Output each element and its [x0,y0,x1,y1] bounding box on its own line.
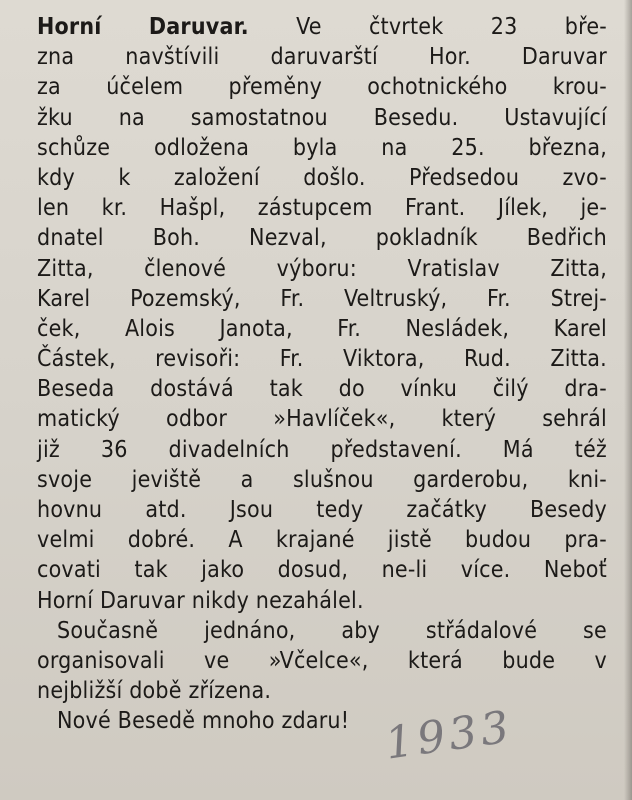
handwritten-year: 1933 [382,701,516,770]
word: Ustavující [504,104,607,131]
word: členové [144,255,227,282]
word: daruvarští [270,44,378,71]
word: »Včelce«, [268,647,369,674]
article-line [37,133,607,163]
word: Hor. [428,44,471,71]
word: Vratislav [407,255,500,282]
article-line [37,465,607,495]
article-line [37,314,607,344]
word: len [37,195,70,222]
word: slušnou [292,466,374,493]
word: 23 [490,14,518,40]
word: hovnu [37,497,103,523]
word: jednáno, [204,617,296,644]
word: Besedy [529,497,607,523]
word: byla [292,134,338,161]
word: Veltruský, [343,285,448,312]
word: založení [173,164,260,191]
word: covati [37,557,102,584]
word: Jílek, [497,195,548,222]
line-text: Nové Besedě mnoho zdaru! [57,708,350,735]
word: samostatnou [190,104,328,131]
word: kr. [101,195,128,222]
word: tak [269,376,303,403]
clipping-edge-shadow [624,0,632,800]
word: kdy [37,164,75,191]
word: 36 [100,436,128,463]
word: zna [37,44,75,71]
word: velmi [37,527,95,554]
word: zástupcem [257,195,373,222]
word: Beseda [37,376,115,403]
word: který [441,406,497,433]
article-line [37,525,607,555]
article-line [37,72,607,102]
word: Hašpl, [159,195,226,222]
word: Karel [37,285,91,312]
word: je- [580,195,607,222]
word: Fr. [487,285,511,312]
word: Strej- [550,285,607,312]
word: Zitta. [550,346,607,373]
word: Nesládek, [405,315,510,342]
word: v [594,647,607,674]
word: začátky [406,497,487,523]
word: účelem [106,74,184,101]
line-text: Horní Daruvar nikdy nezahálel. [37,587,364,614]
word: dostává [150,376,234,403]
word: dosud, [277,557,349,584]
word: organisovali [37,647,165,674]
word: Zitta, [550,255,607,282]
article-line [37,163,607,193]
word: Předsedou [408,164,520,191]
word: »Havlíček«, [273,406,396,433]
word: Částek, [37,346,116,373]
word: dra- [564,376,607,403]
word: ve [204,647,230,674]
word: A [228,527,243,554]
word: kni- [567,466,607,493]
word: Rud. [463,346,511,373]
article-line [37,435,607,465]
word: svoje [37,466,93,493]
article-line [37,284,607,314]
word: Má [502,436,534,463]
word: Fr. [280,285,305,312]
word: Zitta, [37,255,94,282]
word: Bedřich [526,225,607,252]
word: žku [37,104,73,131]
word: přeměny [228,74,323,101]
word: představení. [330,436,462,463]
word: schůze [37,134,111,161]
article-line [37,374,607,404]
word: jistě [387,527,432,554]
word: Daruvar. [148,14,249,40]
word: pra- [564,527,607,554]
word: vínku [400,376,458,403]
article-line [37,193,607,223]
word: Daruvar [521,44,607,71]
word: do [338,376,365,403]
word: revisoři: [155,346,241,373]
word: Horní [37,14,102,40]
word: krajané [275,527,355,554]
word: jeviště [131,466,202,493]
word: tedy [316,497,364,523]
word: matický [37,406,120,433]
word: Neboť [543,557,607,584]
word: více. [460,557,511,584]
article-line [37,404,607,434]
article-line [37,646,607,676]
line-text: nejbližší době zřízena. [37,678,272,705]
word: Besedu. [373,104,459,131]
article-line [37,223,607,253]
article-line [37,586,607,616]
word: Současně [57,617,159,644]
word: ochotnického [367,74,508,101]
word: k [118,164,131,191]
word: garderobu, [413,466,529,493]
word: čtvrtek [368,14,444,40]
word: ne-li [381,557,428,584]
word: a [240,466,254,493]
word: krou- [552,74,607,101]
word: Fr. [279,346,304,373]
article-line [37,103,607,133]
word: Alois [124,315,176,342]
word: Frant. [405,195,466,222]
word: odbor [166,406,228,433]
article-line [37,344,607,374]
article-line [37,495,607,525]
word: Karel [553,315,607,342]
word: střádalové [425,617,538,644]
word: zvo- [562,164,607,191]
word: Janota, [219,315,293,342]
word: Boh. [152,225,201,252]
word: Pozemský, [130,285,241,312]
word: tak [134,557,168,584]
article-line [37,42,607,72]
word: výboru: [276,255,357,282]
word: bude [502,647,556,674]
word: na [381,134,408,161]
word: atd. [145,497,187,523]
word: Nezval, [249,225,327,252]
word: jako [201,557,245,584]
word: Fr. [337,315,362,342]
word: sehrál [542,406,607,433]
word: ček, [37,315,81,342]
article-line [37,676,607,706]
word: aby [341,617,380,644]
word: března, [528,134,607,161]
word: též [574,436,607,463]
word: navštívili [125,44,220,71]
word: čilý [492,376,529,403]
word: za [37,74,61,101]
word: odložena [153,134,250,161]
word: bře- [564,14,607,40]
word: 25. [451,134,485,161]
word: již [37,436,60,463]
word: pokladník [375,225,478,252]
word: se [583,617,607,644]
article-line [37,616,607,646]
word: Ve [296,14,322,40]
word: která [407,647,463,674]
word: dnatel [37,225,104,252]
article-line [37,12,607,42]
article-line [37,706,607,736]
word: budou [465,527,532,554]
word: Jsou [229,497,274,523]
article-text [37,12,607,737]
word: došlo. [303,164,366,191]
word: Viktora, [343,346,425,373]
word: dobré. [127,527,196,554]
article-line [37,555,607,585]
word: na [118,104,145,131]
word: divadelních [168,436,290,463]
article-line [37,254,607,284]
